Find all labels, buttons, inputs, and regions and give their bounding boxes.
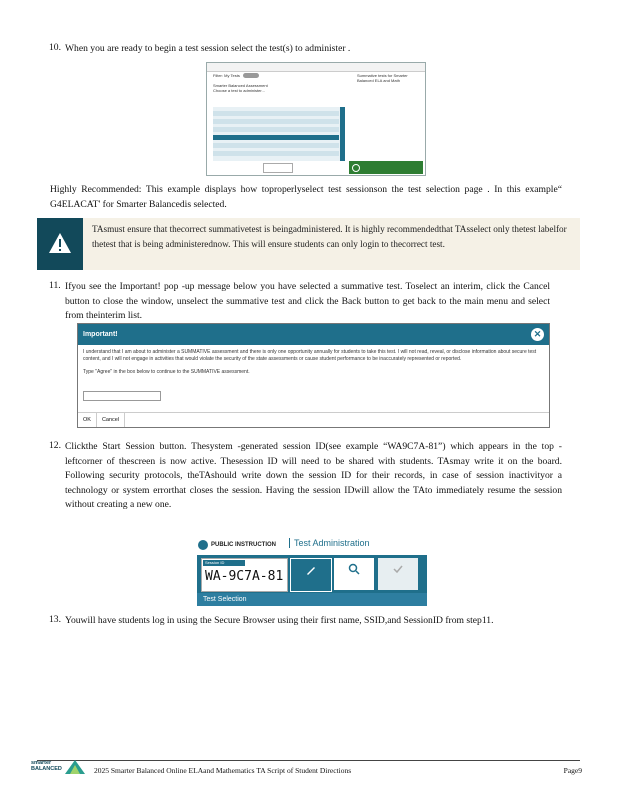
popup-header — [78, 324, 549, 345]
stop-session-button[interactable] — [290, 558, 332, 592]
footer-logo-text: smarter BALANCED — [31, 760, 62, 772]
recommendation-text: Highly Recommended: This example displays how toproperlyselect test sessionson the test selection page . In this example“ G4ELACAT' for Smarter Balancedis selected. — [50, 184, 562, 210]
cancel-button[interactable]: Cancel — [97, 413, 125, 427]
footer-rule — [37, 760, 580, 761]
checkmark-icon — [392, 563, 404, 575]
agree-input[interactable] — [83, 391, 161, 401]
session-id-box — [201, 558, 288, 592]
warning-callout — [37, 218, 580, 270]
step-12-text: Clickthe Start Session button. Thesystem -generated session ID(see example “WA9C7A-81”) which appears in the top -leftcorner of thescreen is now active. Thesession ID will need to be shared with students. TAsmay write it on the board. Following security protocols, theTAshould write down the session ID for their records, in case of session inactivityor a technology or system errorthat closes the session. Having the session IDwill allow the TAto immediately resume the session without creating a new one. — [65, 441, 562, 510]
popup-instruction: Type "Agree" in the box below to continue to the SUMMATIVE assessment. — [83, 369, 250, 375]
callout-text: TAsmust ensure that thecorrect summativetest is beingadministered. It is highly recommendedthat TAsselect only thetest labelfor thetest that is being administerednow. This will ensure students can only login to thecorrect test. — [92, 224, 567, 249]
popup-title: Important! — [83, 331, 118, 338]
test-selection-bar: Test Selection — [197, 593, 427, 606]
step-10-number: 10. — [49, 42, 61, 53]
session-panel — [197, 555, 427, 593]
test-selection-screenshot: Filter: My Tests Smarter Balanced Assessment Choose a test to administer... Summative tests for Smarter Balanced ELA and Math — [206, 62, 426, 176]
app-title: Test Administration — [289, 538, 370, 548]
step-13-text: Youwill have students log in using the Secure Browser using their first name, SSID,and SessionID from step11. — [65, 615, 494, 626]
approvals-button[interactable] — [378, 558, 418, 590]
important-popup — [77, 323, 550, 428]
step-11-number: 11. — [49, 280, 61, 291]
step-11-text: Ifyou see the Important! pop -up message below you have selected a summative test. Toselect an interim, click the Cancel button to close the window, unselect the summative test and click the Back button to get back to the main menu and select from theinterim list. — [65, 281, 550, 321]
smarter-balanced-logo — [33, 758, 89, 776]
session-id-value: WA-9C7A-81 — [205, 569, 284, 584]
close-icon[interactable]: ✕ — [530, 327, 545, 342]
popup-body — [78, 345, 549, 380]
page-number: Page9 — [563, 766, 582, 775]
popup-footer — [78, 412, 549, 427]
search-icon — [348, 563, 360, 575]
step-12-number: 12. — [49, 440, 61, 451]
step-10-text: When you are ready to begin a test session select the test(s) to administer . — [65, 43, 351, 54]
popup-message: I understand that I am about to administer a SUMMATIVE assessment and there is only one opportunity annually for students to take this test. I will not read, reveal, or disclose information about secure test content, and I will not engage in activities that would violate the security of the state assessments or cause student performance to be inaccurately represented or reported. — [83, 349, 537, 362]
ok-button[interactable]: OK — [78, 413, 97, 427]
session-id-label: Session ID — [203, 560, 245, 566]
footer-title: 2025 Smarter Balanced Online ELAand Mathematics TA Script of Student Directions — [94, 766, 352, 775]
student-lookup-button[interactable] — [334, 558, 374, 590]
logo-text: PUBLIC INSTRUCTION — [211, 542, 276, 548]
ospi-logo — [197, 538, 287, 552]
step-13-number: 13. — [49, 614, 61, 625]
warning-icon — [37, 218, 83, 270]
footer — [94, 766, 582, 775]
session-banner — [197, 536, 427, 606]
